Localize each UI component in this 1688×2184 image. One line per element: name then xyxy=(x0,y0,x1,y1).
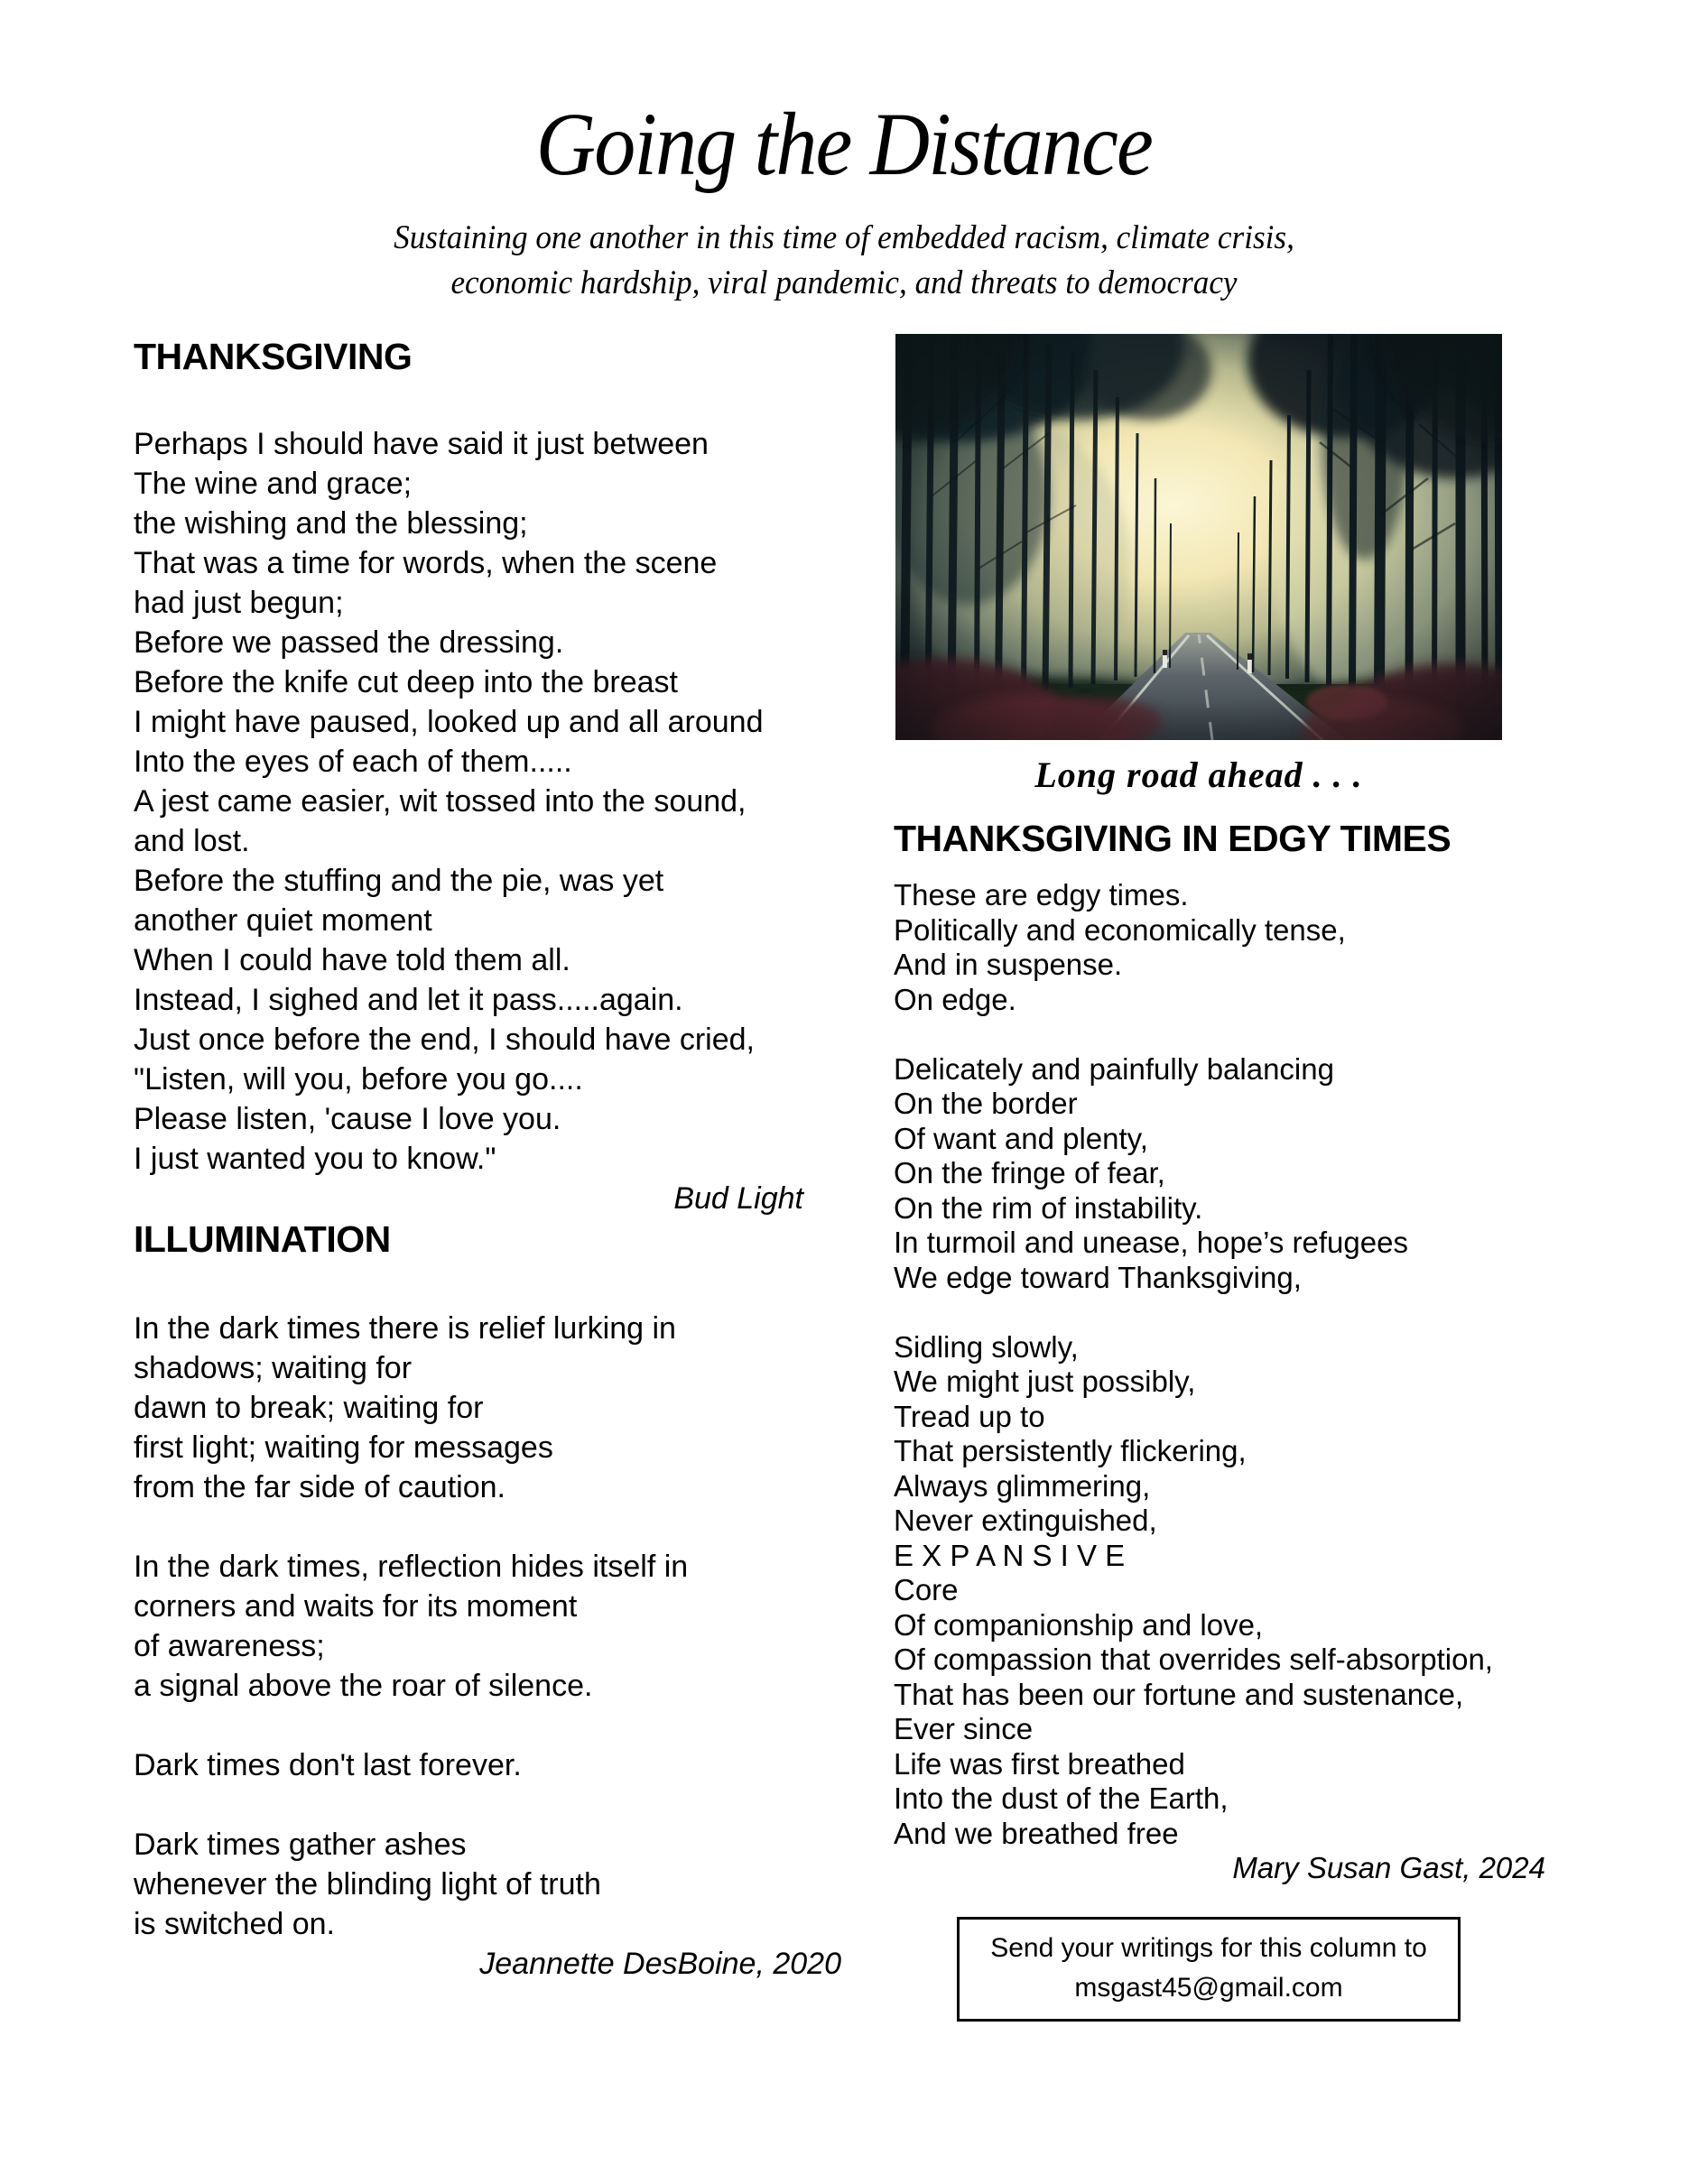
poem-line: Before the knife cut deep into the breast xyxy=(134,665,678,699)
poem-line: These are edgy times. xyxy=(894,878,1189,912)
poem-line: first light; waiting for messages xyxy=(134,1430,553,1465)
poem-line: Into the eyes of each of them..... xyxy=(134,745,572,779)
page-title: Going the Distance xyxy=(535,94,1153,194)
page-subtitle xyxy=(0,216,1688,306)
poem-line: That was a time for words, when the scene xyxy=(134,546,718,580)
poem-line: Life was first breathed xyxy=(894,1746,1185,1781)
poem-line: On the fringe of fear, xyxy=(894,1156,1165,1189)
poem-line: "Listen, will you, before you go.... xyxy=(134,1062,583,1097)
poem-line: Before the stuffing and the pie, was yet xyxy=(134,864,664,898)
poem-line xyxy=(894,1295,1562,1330)
photo-caption: Long road ahead . . . xyxy=(1034,754,1363,795)
poem-line xyxy=(134,1507,843,1547)
poem-line: Politically and economically tense, xyxy=(894,912,1346,947)
masthead xyxy=(0,0,1688,306)
poem-line xyxy=(134,1785,843,1825)
poem-line: When I could have told them all. xyxy=(134,943,570,977)
left-column xyxy=(134,336,843,1984)
poem-line: from the far side of caution. xyxy=(134,1470,505,1504)
poem-line: On the border xyxy=(894,1087,1078,1120)
poem-line: the wishing and the blessing; xyxy=(134,506,528,541)
poem-line: Of compassion that overrides self-absorption, xyxy=(894,1643,1493,1676)
poem-line: Dark times don't last forever. xyxy=(134,1748,522,1782)
submission-box-line-1: Send your writings for this column to xyxy=(990,1932,1427,1963)
poem-line: I might have paused, looked up and all around xyxy=(134,705,764,739)
poem-line: of awareness; xyxy=(134,1629,325,1663)
poem-line: Perhaps I should have said it just between xyxy=(134,427,709,461)
poem-line: Ever since xyxy=(894,1712,1034,1745)
poem-line: And we breathed free xyxy=(894,1816,1179,1850)
poem-line: Tread up to xyxy=(894,1399,1045,1433)
poem-line: Core xyxy=(894,1573,959,1606)
poem-line: Instead, I sighed and let it pass.....again. xyxy=(134,983,683,1017)
poem-line: a signal above the roar of silence. xyxy=(134,1669,593,1703)
poem-line: is switched on. xyxy=(134,1907,335,1941)
poem-line: In the dark times, reflection hides itself in xyxy=(134,1550,689,1584)
poem-line: We edge toward Thanksgiving, xyxy=(894,1260,1302,1294)
poem-edgy-heading: THANKSGIVING IN EDGY TIMES xyxy=(894,818,1451,859)
poem-edgy-body xyxy=(894,878,1562,1851)
poem-illumination-attribution: Jeannette DesBoine, 2020 xyxy=(479,1947,841,1981)
submission-box-email: msgast45@gmail.com xyxy=(1074,1972,1343,2003)
poem-line: corners and waits for its moment xyxy=(134,1589,578,1624)
poem-line: had just begun; xyxy=(134,586,344,620)
right-column xyxy=(894,334,1562,2022)
poem-line: Sidling slowly, xyxy=(894,1329,1079,1364)
poem-line: and lost. xyxy=(134,824,250,858)
poem-thanksgiving-attribution: Bud Light xyxy=(673,1181,803,1216)
poem-line: And in suspense. xyxy=(894,948,1123,981)
poem-line: Dark times gather ashes xyxy=(134,1828,467,1862)
poem-line: E X P A N S I V E xyxy=(894,1538,1126,1572)
poem-line: That has been our fortune and sustenance, xyxy=(894,1677,1464,1711)
forest-road-figure xyxy=(895,334,1502,798)
poem-illumination-heading: ILLUMINATION xyxy=(134,1218,391,1260)
poem-line: Of companionship and love, xyxy=(894,1607,1264,1642)
poem-line: The wine and grace; xyxy=(134,467,413,501)
poem-line: Before we passed the dressing. xyxy=(134,625,564,660)
poem-edgy-attribution: Mary Susan Gast, 2024 xyxy=(1232,1851,1545,1884)
poem-thanksgiving-heading: THANKSGIVING xyxy=(134,336,413,377)
poem-line: In the dark times there is relief lurking in xyxy=(134,1311,676,1346)
poem-line: A jest came easier, wit tossed into the sound, xyxy=(134,784,747,819)
poem-line: On the rim of instability. xyxy=(894,1190,1203,1225)
poem-line: We might just possibly, xyxy=(894,1365,1196,1398)
poem-line: shadows; waiting for xyxy=(134,1351,413,1385)
poem-illumination-body xyxy=(134,1309,843,1944)
poem-line: In turmoil and unease, hope’s refugees xyxy=(894,1226,1408,1259)
poem-line: dawn to break; waiting for xyxy=(134,1391,484,1425)
subtitle-line-2: economic hardship, viral pandemic, and threats to democracy xyxy=(450,264,1238,301)
poem-line: Never extinguished, xyxy=(894,1504,1157,1537)
poem-line xyxy=(894,1017,1562,1052)
poem-line: Delicately and painfully balancing xyxy=(894,1051,1334,1086)
poem-line: whenever the blinding light of truth xyxy=(134,1867,601,1902)
poem-line: I just wanted you to know." xyxy=(134,1142,496,1176)
poem-line: On edge. xyxy=(894,982,1016,1016)
poem-thanksgiving-body xyxy=(134,424,843,1179)
poem-line: Of want and plenty, xyxy=(894,1121,1148,1155)
poem-line: Just once before the end, I should have cried, xyxy=(134,1023,756,1057)
forest-road-image xyxy=(895,334,1502,740)
poem-line: Please listen, 'cause I love you. xyxy=(134,1102,561,1136)
submission-box xyxy=(957,1917,1461,2022)
poem-line: Into the dust of the Earth, xyxy=(894,1781,1229,1815)
poem-line: That persistently flickering, xyxy=(894,1434,1247,1467)
poem-line: Always glimmering, xyxy=(894,1468,1151,1503)
subtitle-line-1: Sustaining one another in this time of embedded racism, climate crisis, xyxy=(394,219,1294,256)
poem-line xyxy=(134,1706,843,1745)
poem-line: another quiet moment xyxy=(134,903,432,938)
